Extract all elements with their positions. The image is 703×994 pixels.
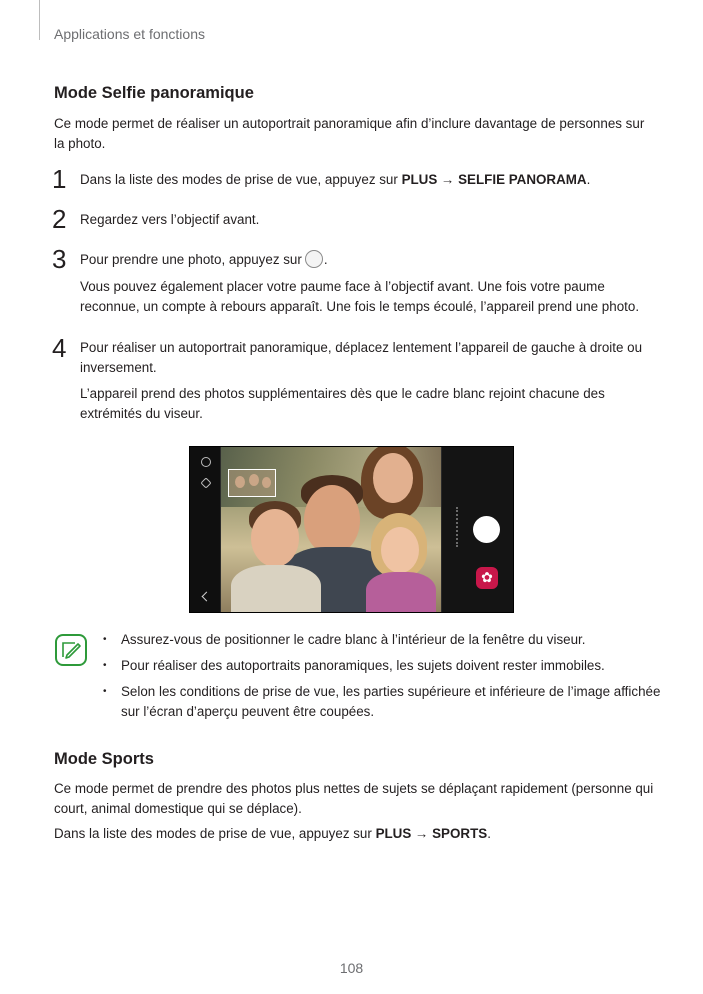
- section-title-sports: Mode Sports: [54, 750, 154, 768]
- camera-left-toolbar: [190, 447, 221, 613]
- step-4-text: Pour réaliser un autoportrait panoramique, déplacez lentement l’appareil de gauche à droite ou inversement.: [80, 340, 643, 375]
- timer-icon: [201, 457, 211, 467]
- sports-intro: Ce mode permet de prendre des photos plus nettes de sujets se déplaçant rapidement (personne qui court, animal domestique qui se déplace).: [54, 781, 654, 816]
- note-list: [103, 630, 663, 728]
- step-1-text: Dans la liste des modes de prise de vue, appuyez sur PLUS → SELFIE PANORAMA.: [80, 172, 591, 187]
- camera-screenshot: [189, 446, 514, 613]
- shutter-inline-icon: [305, 250, 323, 268]
- camera-right-toolbar: [441, 447, 513, 613]
- note-pencil-icon: [55, 634, 87, 666]
- page-number: 108: [339, 960, 364, 976]
- step-number-4: 4: [52, 333, 67, 363]
- selfie-panorama-intro: Ce mode permet de réaliser un autoportrait panoramique afin d’inclure davantage de personnes sur la photo.: [54, 116, 645, 151]
- note-item: • Pour réaliser des autoportraits panoramiques, les sujets doivent rester immobiles.: [103, 656, 663, 676]
- step-number-1: 1: [52, 164, 67, 194]
- section-title-selfie-panorama: Mode Selfie panoramique: [54, 84, 254, 102]
- note-item: • Assurez-vous de positionner le cadre blanc à l’intérieur de la fenêtre du viseur.: [103, 630, 663, 650]
- step-3-text: Pour prendre une photo, appuyez sur .: [80, 252, 328, 267]
- step-4-detail: L’appareil prend des photos supplémentaires dès que le cadre blanc rejoint chacune des extrémités du viseur.: [80, 386, 605, 421]
- margin-rule: [39, 0, 40, 40]
- settings-icon: [200, 477, 211, 488]
- running-header: Applications et fonctions: [54, 26, 205, 42]
- note-item: • Selon les conditions de prise de vue, les parties supérieure et inférieure de l’image affichée sur l’écran d’aperçu peuvent être coupées.: [103, 682, 663, 722]
- step-number-2: 2: [52, 204, 67, 234]
- step-number-3: 3: [52, 244, 67, 274]
- shutter-button[interactable]: [473, 516, 500, 543]
- mode-flower-icon[interactable]: [476, 567, 498, 589]
- step-3-detail: Vous pouvez également placer votre paume face à l’objectif avant. Une fois votre paume reconnue, un compte à rebours apparaît. Une fois le temps écoulé, l’appareil prend une photo.: [80, 279, 640, 314]
- panorama-viewfinder: [228, 469, 276, 497]
- step-2-text: Regardez vers l’objectif avant.: [80, 212, 260, 227]
- sports-instruction: Dans la liste des modes de prise de vue, appuyez sur PLUS → SPORTS.: [54, 826, 491, 841]
- back-icon: [202, 592, 212, 602]
- selfie-preview: [221, 447, 443, 613]
